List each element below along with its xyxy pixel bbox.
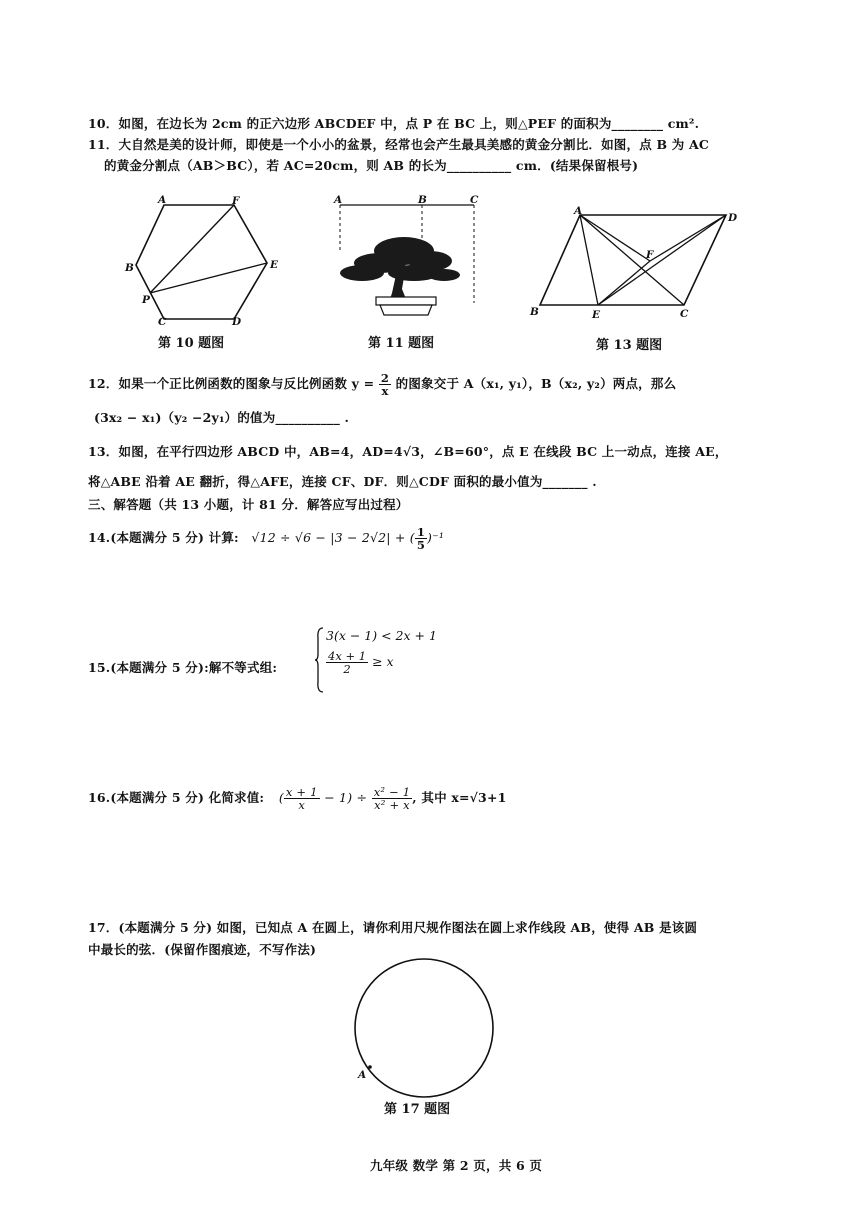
q16-fraction-1 <box>284 786 320 811</box>
q15-fraction <box>326 650 368 675</box>
q15-ineq2-tail: ≥ x <box>372 654 394 670</box>
fig13-label-b: B <box>530 306 539 318</box>
question-11-line-1: 11．大自然是美的设计师，即使是一个小小的盆景，经常也会产生最具美感的黄金分割比．如图，点 B 为 AC <box>88 137 710 152</box>
q15-frac-num: 4x + 1 <box>328 649 367 663</box>
q16-f1-num: x + 1 <box>285 785 318 799</box>
figure-13-caption: 第 13 题图 <box>596 338 663 353</box>
q12-frac-num: 2 <box>380 371 390 385</box>
question-12-line-1 <box>88 372 676 397</box>
figure-10-caption: 第 10 题图 <box>158 336 225 351</box>
q16-open: ( <box>278 790 284 806</box>
question-13-line-2: 将△ABE 沿着 AE 翻折，得△AFE，连接 CF、DF．则△CDF 面积的最小值为_______ . <box>88 474 597 489</box>
fig11-label-b: B <box>418 194 427 206</box>
figure-11-caption: 第 11 题图 <box>368 336 435 351</box>
q14-frac-den: 5 <box>416 538 426 553</box>
question-14 <box>88 526 444 551</box>
question-11-line-2: 的黄金分割点（AB＞BC），若 AC=20cm，则 AB 的长为__________ cm．(结果保留根号) <box>104 158 639 173</box>
q12-suffix: 的图象交于 A（x₁, y₁），B（x₂, y₂）两点，那么 <box>395 376 677 392</box>
question-13-line-1: 13．如图，在平行四边形 ABCD 中，AB=4，AD=4√3，∠B=60°，点 E 在线段 BC 上一动点，连接 AE， <box>88 444 728 459</box>
figure-10-hexagon <box>122 195 292 325</box>
fig10-label-c: C <box>158 316 167 325</box>
fig10-label-e: E <box>270 259 279 271</box>
q16-f2-num: x² − 1 <box>373 785 411 799</box>
fig13-label-a: A <box>574 205 583 217</box>
figure-13-parallelogram <box>528 205 748 330</box>
fig13-label-e: E <box>592 309 601 321</box>
question-12-line-2: (3x₂ − x₁)（y₂ −2y₁）的值为__________ . <box>94 410 350 425</box>
q12-prefix: 12．如果一个正比例函数的图象与反比例函数 y = <box>88 376 375 392</box>
question-15-label: 15.(本题满分 5 分):解不等式组: <box>88 660 278 675</box>
q16-tail: , 其中 x=√3+1 <box>412 790 507 806</box>
q14-expression: √12 ÷ √6 − |3 − 2√2| + ( <box>251 530 415 546</box>
q12-fraction <box>379 372 391 397</box>
q15-system <box>314 626 474 696</box>
q14-exponent: )⁻¹ <box>427 530 445 546</box>
fig13-label-c: C <box>680 308 689 320</box>
q15-frac-den: 2 <box>343 662 351 677</box>
figure-17-circle <box>344 958 504 1108</box>
fig10-label-a: A <box>158 195 167 206</box>
question-16 <box>88 786 507 811</box>
q14-fraction <box>415 526 427 551</box>
figure-11-bonsai <box>332 193 482 323</box>
fig17-label-a: A <box>358 1069 367 1081</box>
fig11-label-c: C <box>470 194 479 206</box>
question-17-line-1: 17．(本题满分 5 分) 如图，已知点 A 在圆上，请你利用尺规作图法在圆上求作线段 AB，使得 AB 是该圆 <box>88 920 698 935</box>
q16-f1-den: x <box>298 798 306 813</box>
section-3-heading: 三、解答题（共 13 小题，计 81 分．解答应写出过程） <box>88 497 409 512</box>
figure-17-caption: 第 17 题图 <box>384 1102 451 1117</box>
q14-frac-num: 1 <box>416 525 426 539</box>
q12-frac-den: x <box>381 384 389 399</box>
q16-fraction-2 <box>372 786 413 811</box>
q15-brace <box>314 626 324 694</box>
fig10-label-b: B <box>125 262 134 274</box>
page-footer: 九年级 数学 第 2 页，共 6 页 <box>370 1158 543 1173</box>
q16-label: 16.(本题满分 5 分) 化简求值: <box>88 790 265 806</box>
fig10-label-f: F <box>232 195 240 207</box>
q16-f2-den: x² + x <box>374 798 410 813</box>
fig11-label-a: A <box>334 194 343 206</box>
q16-mid: − 1) ÷ <box>324 790 368 806</box>
question-10: 10．如图，在边长为 2cm 的正六边形 ABCDEF 中，点 P 在 BC 上，则△PEF 的面积为________ cm². <box>88 116 700 131</box>
q15-inequality-1: 3(x − 1) < 2x + 1 <box>326 628 437 643</box>
question-17-line-2: 中最长的弦．(保留作图痕迹，不写作法) <box>88 942 317 957</box>
q15-inequality-2 <box>326 650 394 675</box>
fig13-label-f: F <box>646 249 654 261</box>
fig10-label-p: P <box>142 294 150 306</box>
fig13-label-d: D <box>728 212 738 224</box>
fig10-label-d: D <box>232 316 242 325</box>
q14-label: 14.(本题满分 5 分) 计算: <box>88 530 239 546</box>
